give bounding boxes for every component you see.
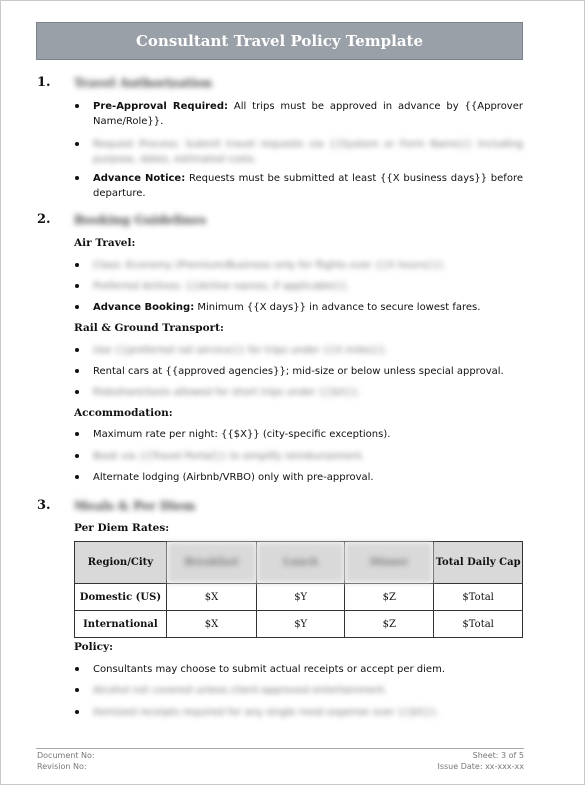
max-rate-text: Maximum rate per night: {{$X}} (city-specific exceptions). [93,429,391,440]
advance-booking-label: Advance Booking: [93,302,195,313]
bullet-icon [75,454,79,458]
air-travel-heading: Air Travel: [74,237,136,249]
air-class-text: Class: Economy (Premium/Business only for flights over {{X hours}}). [93,260,446,271]
section-3-number: 3. [37,498,51,513]
policy-receipts-text: Consultants may choose to submit actual receipts or accept per diem. [93,664,445,675]
document-number: Document No: [37,751,95,760]
booking-portal-text: Book via {{Travel Portal}} to simplify reimbursement. [93,451,365,462]
alternate-lodging-text: Alternate lodging (Airbnb/VRBO) only with pre-approval. [93,472,374,483]
policy-heading: Policy: [74,641,113,653]
table-row [75,611,523,638]
table-cell: International [75,611,167,638]
bullet-icon [75,142,79,146]
policy-alcohol-text: Alcohol not covered unless client-approved entertainment. [93,685,388,696]
bullet-icon [75,176,79,180]
advance-notice-label: Advance Notice: [93,173,186,184]
table-cell: $X [166,584,256,611]
revision-number: Revision No: [37,762,87,771]
column-header: Dinner [345,542,434,584]
document-title: Consultant Travel Policy Template [36,22,523,60]
per-diem-table [74,541,523,638]
table-cell: Domestic (US) [75,584,167,611]
bullet-icon [75,688,79,692]
section-3-heading: Meals & Per Diem [74,499,196,513]
bullet-icon [75,710,79,714]
section-1-number: 1. [37,75,51,90]
section-2-heading: Booking Guidelines [74,213,207,227]
table-cell: $Y [257,611,345,638]
advance-notice-text: Requests must be submitted at least {{X business days}} before departure. [93,173,523,199]
rail-ground-heading: Rail & Ground Transport: [74,322,224,334]
table-cell: $X [166,611,256,638]
bullet-icon [75,284,79,288]
table-cell: $Z [345,611,434,638]
pre-approval-label: Pre-Approval Required: [93,101,228,112]
bullet-icon [75,390,79,394]
issue-date: Issue Date: xx-xxx-xx [437,762,524,771]
bullet-icon [75,348,79,352]
preferred-airlines-text: Preferred Airlines: {{Airline names, if applicable}}. [93,281,350,292]
rental-cars-text: Rental cars at {{approved agencies}}; mid-size or below unless special approval. [93,366,504,377]
bullet-icon [75,667,79,671]
rideshare-text: Rideshare/taxis allowed for short trips under {{$X}}. [93,387,361,398]
bullet-icon [75,432,79,436]
column-header: Lunch [257,542,345,584]
section-2-number: 2. [37,212,51,227]
policy-itemized-text: Itemized receipts required for any single meal expense over {{$X}}. [93,707,440,718]
section-1-heading: Travel Authorization [74,76,213,90]
column-header: Total Daily Cap [434,542,523,584]
request-process-text: Request Process: Submit travel requests via {{System or Form Name}} including purpose, dates, estimated costs. [93,139,523,165]
table-cell: $Z [345,584,434,611]
table-header-row [75,542,523,584]
bullet-icon [75,263,79,267]
column-header: Region/City [75,542,167,584]
rail-service-text: Use {{preferred rail service}} for trips under {{X miles}}. [93,345,389,356]
table-cell: $Total [434,584,523,611]
table-row [75,584,523,611]
advance-booking-text: Minimum {{X days}} in advance to secure lowest fares. [194,302,481,313]
bullet-icon [75,104,79,108]
table-cell: $Y [257,584,345,611]
accommodation-heading: Accommodation: [74,407,173,419]
footer-divider [36,748,524,749]
pre-approval-text: All trips must be approved in advance by {{Approver Name/Role}}. [93,101,523,127]
column-header: Breakfast [166,542,256,584]
sheet-number: Sheet: 3 of 5 [472,751,524,760]
bullet-icon [75,475,79,479]
bullet-icon [75,305,79,309]
table-cell: $Total [434,611,523,638]
bullet-icon [75,369,79,373]
per-diem-heading: Per Diem Rates: [74,522,170,534]
